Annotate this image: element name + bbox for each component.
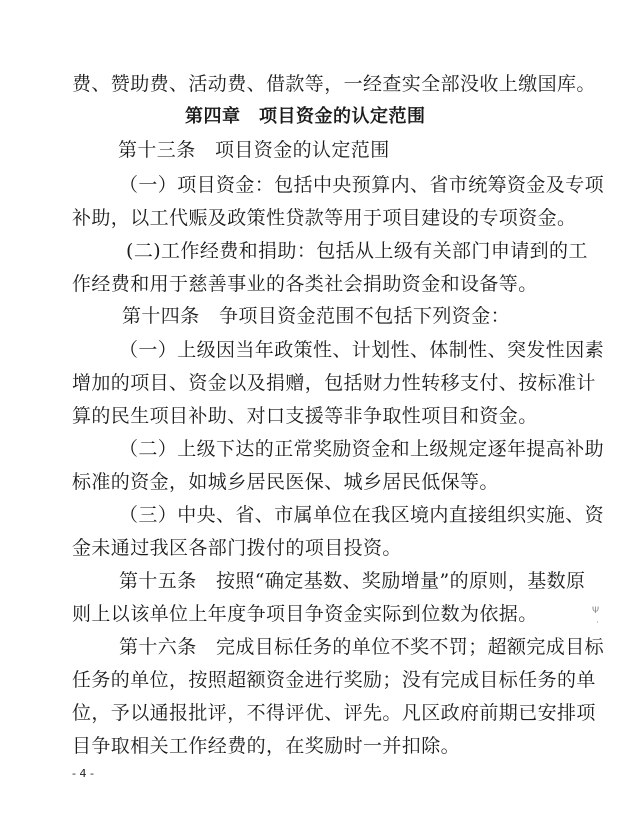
- body-line: (二)工作经费和捐助：包括从上级有关部门申请到的工: [126, 240, 588, 262]
- body-line: 补助，以工代赈及政策性贷款等用于项目建设的专项资金。: [72, 207, 577, 229]
- body-line: 位，予以通报批评，不得评优、评先。凡区政府前期已安排项: [72, 702, 596, 724]
- chapter-heading: 第四章 项目资金的认定范围: [185, 106, 426, 127]
- body-line: 增加的项目、资金以及捐赠，包括财力性转移支付、按标准计: [72, 372, 596, 394]
- body-line: 算的民生项目补助、对口支援等非争取性项目和资金。: [72, 405, 538, 427]
- scan-mark: Ψ: [592, 606, 600, 616]
- body-line: （二）上级下达的正常奖励资金和上级规定逐年提高补助: [119, 438, 605, 460]
- article-heading: 第十三条 项目资金的认定范围: [118, 139, 390, 161]
- body-line: 目争取相关工作经费的，在奖励时一并扣除。: [72, 735, 461, 757]
- article-body-line: 第十六条 完成目标任务的单位不奖不罚；超额完成目标: [119, 636, 605, 658]
- page-number: - 4 -: [72, 767, 94, 780]
- scan-mark: ·: [596, 618, 599, 628]
- body-line: 费、赞助费、活动费、借款等，一经查实全部没收上缴国库。: [72, 73, 596, 95]
- article-heading: 第十四条 争项目资金范围不包括下列资金：: [122, 305, 511, 327]
- article-body-line: 第十五条 按照“确定基数、奖励增量”的原则，基数原: [119, 570, 586, 592]
- body-line: （一）项目资金：包括中央预算内、省市统筹资金及专项: [119, 174, 605, 196]
- body-line: 标准的资金，如城乡居民医保、城乡居民低保等。: [72, 471, 499, 493]
- body-line: 作经费和用于慈善事业的各类社会捐助资金和设备等。: [72, 273, 538, 295]
- body-line: （一）上级因当年政策性、计划性、体制性、突发性因素: [119, 339, 605, 361]
- body-line: （三）中央、省、市属单位在我区境内直接组织实施、资: [119, 504, 605, 526]
- body-line: 任务的单位，按照超额资金进行奖励；没有完成目标任务的单: [72, 669, 596, 691]
- body-line: 则上以该单位上年度争项目争资金实际到位数为依据。: [72, 603, 538, 625]
- body-line: 金未通过我区各部门拨付的项目投资。: [72, 537, 402, 559]
